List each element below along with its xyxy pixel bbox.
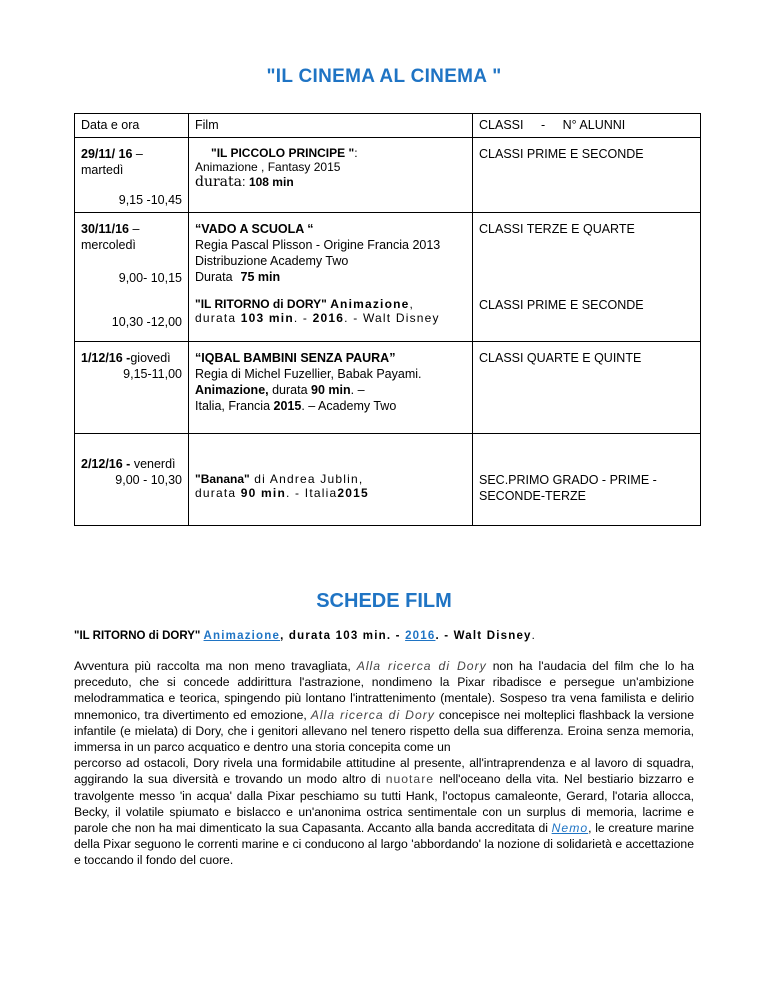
review-film-title: Alla ricerca di Dory [310, 707, 435, 722]
film-origin: Italia, Francia [195, 399, 274, 413]
film-studio: . - Walt Disney [435, 630, 532, 642]
header-dash: - [540, 118, 546, 132]
film-durata-value: 90 min [311, 383, 351, 397]
date-weekday-line2: mercoledì [81, 238, 136, 252]
film-genre: Animazione , Fantasy 2015 [195, 160, 341, 174]
review-film-title: Alla ricerca di Dory [356, 659, 487, 673]
review-text: non ha l'audacia del film che lo ha preceduto, che si concede addirittura l'astrazione, nondimeno la Pixar ribadisce e persegue un'ambizione melodrammatica e teorica, spingendo più lontano l'intrattenimento (mentale). Sospeso tra vena familista e delirio mnemonico, tra divertimento ed emozione, [74, 659, 694, 722]
time: 10,30 -12,00 [111, 315, 182, 329]
classes-line2: SECONDE-TERZE [479, 489, 586, 503]
film-durata-value: 90 min [240, 486, 286, 500]
time: 9,15-11,00 [123, 367, 182, 381]
year-link[interactable]: 2016 [405, 630, 436, 642]
film-title: "Banana" [195, 472, 250, 486]
film-cell [189, 213, 473, 292]
classes-cell: CLASSI PRIME E SECONDE [473, 291, 701, 342]
classes-cell: CLASSI QUARTE E QUINTE [473, 342, 701, 434]
film-origin: . - Italia [285, 486, 338, 500]
film-distrib: . – Academy Two [301, 399, 397, 413]
film-title: “IQBAL BAMBINI SENZA PAURA” [195, 351, 396, 365]
table-row [75, 213, 701, 292]
nemo-link[interactable]: Nemo [551, 821, 589, 836]
header-alunni: N° ALUNNI [562, 118, 626, 132]
film-durata-value: 103 min [240, 311, 294, 325]
section-heading: SCHEDE FILM [316, 590, 452, 612]
film-cell [189, 434, 473, 526]
time: 9,00 - 10,30 [115, 473, 182, 487]
table-header-row [75, 114, 701, 138]
film-regia: Regia Pascal Plisson - Origine Francia 2013 [195, 238, 441, 252]
film-comma: , [409, 297, 413, 311]
film-sep: . – [350, 383, 365, 397]
film-genre: Animazione [330, 297, 410, 311]
date-weekday: – martedì [81, 147, 143, 177]
film-durata-label: durata [195, 311, 241, 325]
film-durata-value: 108 min [248, 175, 294, 189]
date-bold: 2/12/16 - [81, 457, 131, 471]
film-director: di Andrea Jublin, [249, 472, 364, 486]
date-weekday: – [128, 222, 140, 236]
table-row [75, 434, 701, 526]
classes-cell: CLASSI TERZE E QUARTE [473, 213, 701, 292]
review-text: , le creature marine della Pixar seguono le correnti marine e ci conducono al largo 'abbordando' la nozione di solidarietà e accettazione e toccando il fondo del cuore. [74, 821, 694, 868]
date-cell [75, 342, 189, 434]
film-studio: . - Walt Disney [344, 311, 440, 325]
film-year: 2015 [273, 399, 302, 413]
classes-cell [473, 434, 701, 526]
header-classi-label: CLASSI [479, 118, 524, 132]
review-word: nuotare [385, 772, 435, 787]
film-durata-label: durata [195, 486, 241, 500]
film-durata-colon: : [242, 175, 249, 189]
date-cell [75, 138, 189, 213]
date-bold: 30/11/16 [81, 222, 129, 236]
film-title: "IL RITORNO di DORY" [195, 297, 327, 311]
film-title-tail: : [354, 146, 358, 160]
film-durata-value: 75 min [240, 270, 281, 284]
table-row [75, 138, 701, 213]
film-year: 2015 [337, 486, 369, 500]
date-bold: 29/11/ 16 [81, 147, 133, 161]
film-durata-label: Durata [195, 270, 233, 284]
film-dot: . [531, 630, 535, 642]
film-header-line [74, 630, 694, 642]
header-date: Data e ora [75, 114, 189, 138]
film-year: 2016 [312, 311, 345, 325]
genre-link[interactable]: Animazione [203, 630, 281, 642]
film-cell [189, 291, 473, 342]
review-text: percorso ad ostacoli, Dory rivela una formidabile attitudine al presente, all'intraprendenza e al lavoro di squadra, aggirando la sua diversità e trovando un modo altro di [74, 756, 694, 787]
film-genre: Animazione, [195, 383, 269, 397]
film-durata: , durata 103 min. - [280, 630, 406, 642]
film-title: "IL RITORNO di DORY" [74, 630, 201, 642]
classes-line1: SEC.PRIMO GRADO - PRIME - [479, 473, 657, 487]
page-title: "IL CINEMA AL CINEMA " [266, 66, 502, 87]
date-weekday: giovedì [130, 351, 171, 365]
review-text: Avventura più raccolta ma non meno travagliata, [74, 659, 357, 673]
header-film: Film [189, 114, 473, 138]
time: 9,15 -10,45 [118, 193, 182, 207]
review-text: concepisce nei molteplici flashback la versione infantile (e mielata) di Dory, che i genitori allevano nel tenero rispetto della sua differenza. Eroina senza memoria, immersa in un parco acquatico e dentro una storia concepita come un [74, 707, 694, 755]
time: 9,00- 10,15 [118, 271, 182, 285]
film-durata-label: durata [195, 174, 242, 190]
date-cell [75, 434, 189, 526]
schedule-table [74, 113, 701, 526]
review-text: nell'oceano della vita. Nel bestiario bizzarro e travolgente messo 'in acqua' dalla Pixar peschiamo su tutti Hank, l'octopus camaleonte, Gerard, l'otaria allocca, Becky, il volatile spiumato e bislacco e un'anonima ostrica sentimentale con un surplus di memoria, lacrime e parole che non ha mai dimenticato la sua Capasanta. Accanto alla banda accreditata di [74, 772, 694, 836]
date-bold: 1/12/16 - [81, 351, 131, 365]
film-distribuzione: Distribuzione Academy Two [195, 254, 349, 268]
table-row [75, 342, 701, 434]
film-durata-label: durata [268, 383, 312, 397]
header-classi [473, 114, 701, 138]
film-cell [189, 342, 473, 434]
film-regia: Regia di Michel Fuzellier, Babak Payami. [195, 367, 422, 381]
film-sep: . - [293, 311, 313, 325]
classes-cell: CLASSI PRIME E SECONDE [473, 138, 701, 213]
film-title: “VADO A SCUOLA “ [195, 222, 314, 236]
film-title: "IL PICCOLO PRINCIPE " [211, 146, 355, 160]
film-cell [189, 138, 473, 213]
date-weekday: venerdì [130, 457, 176, 471]
date-cell [75, 213, 189, 342]
film-review [74, 658, 694, 869]
